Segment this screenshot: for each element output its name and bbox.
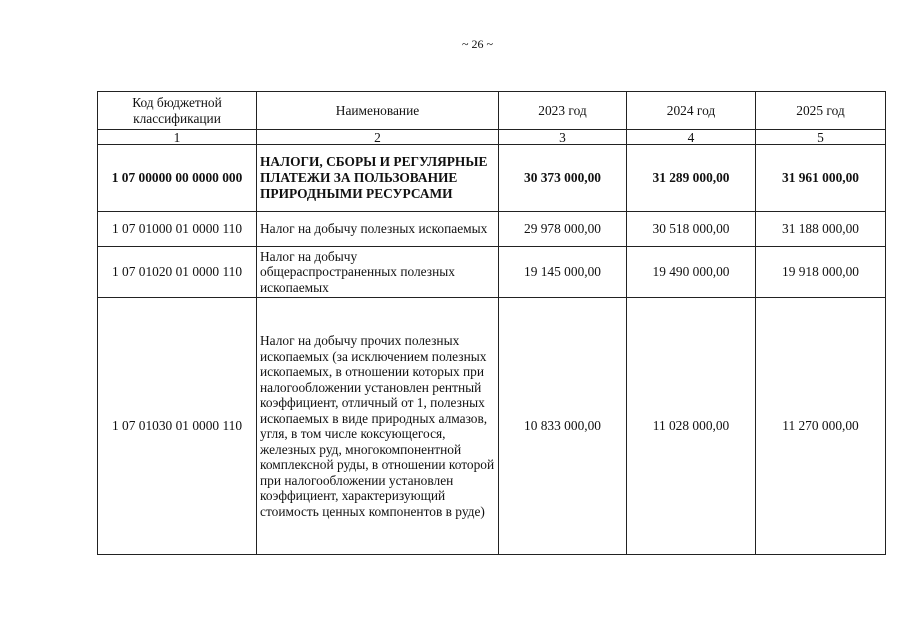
column-number: 2 — [257, 130, 499, 145]
column-number-row — [98, 130, 886, 145]
amount-2025-cell: 31 961 000,00 — [756, 145, 886, 212]
column-number: 5 — [756, 130, 886, 145]
amount-2023-cell: 29 978 000,00 — [499, 212, 627, 247]
table-row — [98, 212, 886, 247]
amount-2024-cell: 31 289 000,00 — [627, 145, 756, 212]
table-header-row — [98, 92, 886, 130]
budget-code-cell: 1 07 01030 01 0000 110 — [98, 298, 257, 555]
amount-2025-cell: 31 188 000,00 — [756, 212, 886, 247]
amount-2024-cell: 19 490 000,00 — [627, 247, 756, 298]
name-cell: НАЛОГИ, СБОРЫ И РЕГУЛЯРНЫЕ ПЛАТЕЖИ ЗА ПОЛЬЗОВАНИЕ ПРИРОДНЫМИ РЕСУРСАМИ — [257, 145, 499, 212]
amount-2023-cell: 19 145 000,00 — [499, 247, 627, 298]
amount-2023-cell: 30 373 000,00 — [499, 145, 627, 212]
amount-2025-cell: 11 270 000,00 — [756, 298, 886, 555]
name-cell: Налог на добычу полезных ископаемых — [257, 212, 499, 247]
column-number: 3 — [499, 130, 627, 145]
budget-code-cell: 1 07 01000 01 0000 110 — [98, 212, 257, 247]
amount-2025-cell: 19 918 000,00 — [756, 247, 886, 298]
budget-code-cell: 1 07 00000 00 0000 000 — [98, 145, 257, 212]
table-row — [98, 298, 886, 555]
amount-2024-cell: 30 518 000,00 — [627, 212, 756, 247]
amount-2024-cell: 11 028 000,00 — [627, 298, 756, 555]
header-2023: 2023 год — [499, 92, 627, 130]
name-cell: Налог на добычу общераспространенных полезных ископаемых — [257, 247, 499, 298]
table-row — [98, 145, 886, 212]
header-2025: 2025 год — [756, 92, 886, 130]
header-name: Наименование — [257, 92, 499, 130]
column-number: 4 — [627, 130, 756, 145]
budget-revenue-table — [97, 91, 886, 555]
amount-2023-cell: 10 833 000,00 — [499, 298, 627, 555]
header-2024: 2024 год — [627, 92, 756, 130]
name-cell: Налог на добычу прочих полезных ископаемых (за исключением полезных ископаемых, в отношении которых при налогообложении установлен рентный коэффициент, отличный от 1, полезных ископаемых в виде природных алмазов, угля, в том числе коксующегося, железных руд, многокомпонентной комплексной руды, в отношении которой при налогообложении установлен коэффициент, характеризующий стоимость ценных компонентов в руде) — [257, 298, 499, 555]
header-code: Код бюджетной классификации — [98, 92, 257, 130]
column-number: 1 — [98, 130, 257, 145]
page-number: ~ 26 ~ — [462, 37, 493, 51]
budget-code-cell: 1 07 01020 01 0000 110 — [98, 247, 257, 298]
table-row — [98, 247, 886, 298]
